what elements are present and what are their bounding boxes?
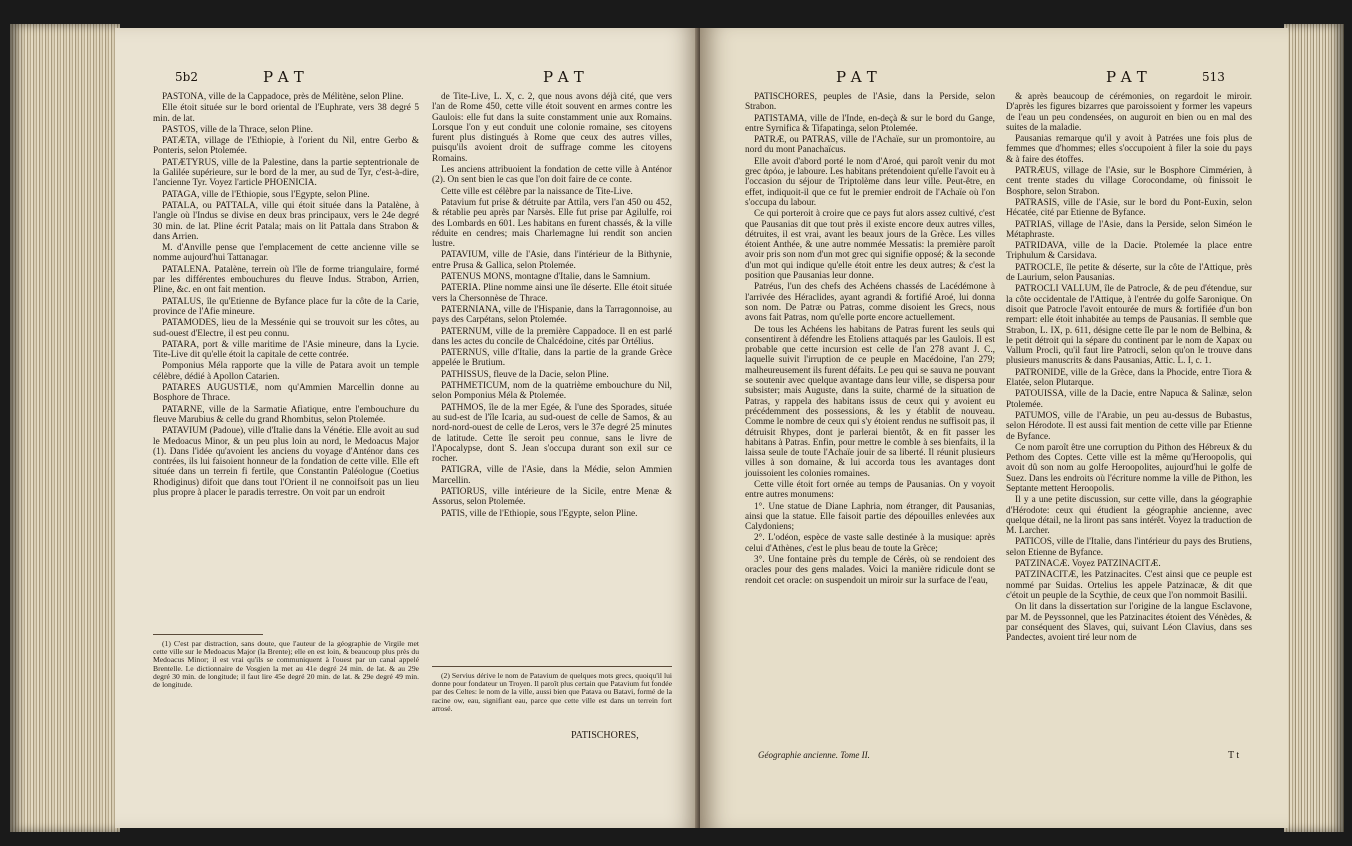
dictionary-entry: PATZINACÆ. Voyez PATZINACITÆ.	[1015, 559, 1161, 570]
dictionary-entry: PATHMOS, île de la mer Egée, & l'une des Sporades, située au sud-est de l'île Icaria, au sud-ouest de celle de Samos, & au nord-nord-ouest de celle de Leros, vers le 37e degré 25 minutes de latitude. Cette île seroit peu connue, sans le livre de l'Apocalypse, dont S. Jean s'occupa durant son exil sur ce rocher.	[432, 402, 672, 465]
dictionary-entry: 2°. L'odéon, espèce de vaste salle destinée à la musique: après celui d'Athènes, c'est le plus beau de toute la Grèce;	[745, 533, 995, 554]
dictionary-entry: Pomponius Méla rapporte que la ville de Patara avoit un temple célèbre, dédié à Apollon Catarien.	[153, 361, 419, 382]
page-edges-right	[1284, 24, 1344, 832]
running-head: PAT	[263, 68, 310, 86]
dictionary-entry: 1°. Une statue de Diane Laphria, nom étranger, dit Pausanias, ainsi que la statue. Elle faisoit partie des dépouilles enlevées aux Calydoniens;	[745, 501, 995, 533]
text-column	[745, 92, 995, 587]
running-head: PAT	[836, 68, 883, 86]
dictionary-entry: & après beaucoup de cérémonies, on regardoit le miroir. D'après les figures bizarres que paroissoient y former les vapeurs de l'eau un peu condensées, on auguroit en bien ou en mal des suites de la maladie.	[1006, 92, 1252, 133]
dictionary-entry: PASTOS, ville de la Thrace, selon Pline.	[162, 124, 313, 135]
page-number: 5b2	[175, 70, 198, 84]
entries	[432, 92, 672, 519]
dictionary-entry: PATARES AUGUSTIÆ, nom qu'Ammien Marcellin donne au Bosphore de Thrace.	[153, 383, 419, 404]
entries	[745, 92, 995, 586]
page-edges-left	[10, 24, 120, 832]
dictionary-entry: Patréus, l'un des chefs des Achéens chassés de Lacédémone à l'arrivée des Héraclides, ayant agrandi & fortifié Aroé, lui donna son nom. De Patræ ou Patras, comme disoient les Grecs, nous avons fait Patras, nom qu'elle porte encore actuellement.	[745, 282, 995, 324]
dictionary-entry: Elle étoit située sur le bord oriental de l'Euphrate, vers 38 degré 5 min. de lat.	[153, 103, 419, 124]
dictionary-entry: de Tite-Live, L. X, c. 2, que nous avons déjà cité, que vers l'an de Rome 450, cette ville étoit souvent en armes contre les Gaulois: elle fut dans la suite constamment unie aux Romains. Lorsque l'on y eut conduit une colonie romaine, ses citoyens furent plus distingués à Rome que ceux des autres villes, puisqu'ils avoient droit de suffrage comme les citoyens Romains.	[432, 92, 672, 164]
dictionary-entry: PATIORUS, ville intérieure de la Sicile, entre Menæ & Assorus, selon Ptolemée.	[432, 486, 672, 508]
dictionary-entry: PATÆTYRUS, ville de la Palestine, dans la partie septentrionale de la Galilée supérieure, sur le bord de la mer, au sud de Tyr, c'est-à-dire, l'ancienne Tyr. Voyez l'article PHOENICIA.	[153, 157, 419, 189]
text-column	[153, 92, 419, 499]
dictionary-entry: Elle avoit d'abord porté le nom d'Aroé, qui paroît venir du mot grec ἀρόω, je laboure. Les habitans prétendoient qu'elle l'avoit eu à l'occasion du séjour de Triptolème dans leur ville. Peut-être, en effet, indiquoit-il que ce fut le premier endroit de l'Achaïe où l'on s'occupa du labour.	[745, 156, 995, 208]
dictionary-entry: Ce nom paroît être une corruption du Pithon des Hébreux & du Pethom des Coptes. Cette ville est la même qu'Heroopolis, qui avoit dû son nom au golfe Heroopolites, aujourd'hui le golfe de Suez. Dans les endroits où l'écriture nomme la ville de Pithon, les Septante mettent Heroopolis.	[1006, 442, 1252, 494]
dictionary-entry: Patavium fut prise & détruite par Attila, vers l'an 450 ou 452, & rétablie peu après par Narsès. Elle fut prise par Agilulfe, roi des Lombards en 601. Les habitans en furent chassés, & la ville réduite en cendres; mais Charlemagne lui rendit son ancien lustre.	[432, 197, 672, 250]
footnote-rule	[432, 666, 672, 667]
signature-mark: T t	[1228, 750, 1240, 761]
running-head: PAT	[543, 68, 590, 86]
dictionary-entry: PATISTAMA, ville de l'Inde, en-deçà & sur le bord du Gange, entre Syrnifica & Tifapatinga, selon Ptolemée.	[745, 113, 995, 134]
dictionary-entry: PATERIA. Pline nomme ainsi une île déserte. Elle étoit située vers la Chersonnèse de Thrace.	[432, 283, 672, 304]
dictionary-entry: Il y a une petite discussion, sur cette ville, dans la géographie d'Hérodote: ceux qui étudient la géographie ancienne, avec quelque détail, ne la liront pas sans intérêt. Voyez la traduction de M. Larcher.	[1006, 495, 1252, 537]
dictionary-entry: PATIS, ville de l'Ethiopie, sous l'Egypte, selon Pline.	[441, 508, 638, 519]
text-column	[432, 92, 672, 520]
dictionary-entry: PATARA, port & ville maritime de l'Asie mineure, dans la Lycie. Tite-Live dit qu'elle étoit la capitale de cette contrée.	[153, 339, 419, 361]
dictionary-entry: PATAVIUM, ville de l'Asie, dans l'intérieur de la Bithynie, entre Prusa & Gallica, selon Ptolemée.	[432, 250, 672, 271]
volume-footer: Géographie ancienne. Tome II.	[758, 750, 870, 760]
dictionary-entry: PATALA, ou PATTALA, ville qui étoit située dans la Patalène, à l'angle où l'Indus se divise en deux bras principaux, vers le 24e degré 30 min. de lat. Pline écrit Patala; mais on lit Pattala dans Strabon & dans Arrien.	[153, 200, 419, 242]
dictionary-entry: PATERNUM, ville de la première Cappadoce. Il en est parlé dans les actes du concile de Chalcédoine, cités par Ortélius.	[432, 326, 672, 347]
dictionary-entry: PATAMODES, lieu de la Messénie qui se trouvoit sur les côtes, au sud-ouest d'Electre, il est peu connu.	[153, 318, 419, 339]
dictionary-entry: Ce qui porteroit à croire que ce pays fut alors assez cultivé, c'est que Pausanias dit que tout près il existe encore deux autres villes, détruites, il est vrai, avant les beaux jours de la Grèce. Les villes étoient Anthée, & une autre nommée Messatis: la première paroît avoir pris son nom d'un mot grec qui signifie opposé; & la seconde d'un mot qui indique qu'elle étoit entre les deux autres; & c'est la position que Pausanias leur donne.	[745, 209, 995, 282]
dictionary-entry: PATERNIANA, ville de l'Hispanie, dans la Tarragonnoise, au pays des Carpétans, selon Ptolemée.	[432, 304, 672, 326]
catchword: PATISCHORES,	[571, 730, 639, 741]
dictionary-entry: PATROCLI VALLUM, île de Patrocle, & de peu d'étendue, sur la côte occidentale de l'Attique, à l'entrée du golfe Saronique. On disoit que Patrocle l'avoit entourée de murs & fortifiée d'un bon rempart: elle étoit inhabitée au temps de Pausanias. Il semble que Strabon, L. IX, p. 611, désigne cette île par le nom de Belbina, & le petit détroit qui la sépare du continent par le nom de Xapax ou Vallum Procli, qu'il faut lire Patrocli, selon qu'on le trouve dans plusieurs manuscrits & dans Pausanias, Attic. L. I, c. 1.	[1006, 284, 1252, 367]
dictionary-entry: PATRASIS, ville de l'Asie, sur le bord du Pont-Euxin, selon Hécatée, cité par Etienne de Byfance.	[1006, 197, 1252, 219]
dictionary-entry: PATAVIUM (Padoue), ville d'Italie dans la Vénétie. Elle avoit au sud le Medoacus Minor, & un peu plus loin au nord, le Medoacus Major (1). Dans l'idée qu'avoient les anciens du voyage d'Anténor dans ces contrées, ils lui faisoient honneur de la fondation de cette ville. Elle eft située dans un terrein fi fertile, que Constantin Paléologue (Coetius Rhodiginus) difoit que dans tout l'Orient il ne connoifsoit pas un lieu plus propre à placer le paradis terrestre. On voit par un endroit	[153, 426, 419, 498]
dictionary-entry: PATICOS, ville de l'Italie, dans l'intérieur du pays des Brutiens, selon Etienne de Byfance.	[1006, 537, 1252, 558]
dictionary-entry: Les anciens attribuoient la fondation de cette ville à Anténor (2). On sent bien le cas que l'on doit faire de ce conte.	[432, 165, 672, 186]
dictionary-entry: PATRÆUS, village de l'Asie, sur le Bosphore Cimmérien, à cent trente stades du village Corocondame, où finissoit le Bosphore, selon Strabon.	[1006, 166, 1252, 197]
page-number: 513	[1202, 70, 1225, 84]
right-page	[700, 28, 1288, 828]
dictionary-entry: PATRONIDE, ville de la Grèce, dans la Phocide, entre Tiora & Elatée, selon Plutarque.	[1006, 367, 1252, 389]
entries	[1006, 92, 1252, 643]
footnote	[432, 672, 672, 714]
open-book	[10, 18, 1344, 836]
dictionary-entry: M. d'Anville pense que l'emplacement de cette ancienne ville se nomme aujourd'hui Tattanagar.	[153, 243, 419, 264]
dictionary-entry: Cette ville étoit fort ornée au temps de Pausanias. On y voyoit entre autres monumens:	[745, 479, 995, 501]
dictionary-entry: De tous les Achéens les habitans de Patras furent les seuls qui consentirent à défendre les Etoliens attaqués par les Gaulois. Il est probable que cette incursion est celle de l'an 278 avant J. C., laquelle suivit l'irruption de ce peuple en Macédoine, l'an 279; malheureusement ils furent défaits. Le peu qui se sauva ne pouvant se soutenir avec quelque avantage dans leur ville, se dispersa pour subsister; mais Auguste, dans la suite, charmé de la situation de Patras, y rappela des habitans issus de ceux qui y avoient eu précédemment des possessions, & les y établit de nouveau. Comme le nombre de ceux qui s'y étoient rendus ne suffisoit pas, il détruisit Rhypes, dont je parlerai bientôt, & en fit passer les habitans à Patras. Enfin, pour mettre le comble à ses bienfaits, il la laissa seule de toute l'Achaïe jouir de sa liberté. Il réunit plusieurs villes à son domaine, & lui accorda tous les avantages dont jouissoient les colonies romaines.	[745, 324, 995, 479]
dictionary-entry: PATHMETICUM, nom de la quatrième embouchure du Nil, selon Pomponius Méla & Ptolemée.	[432, 381, 672, 402]
dictionary-entry: PATENUS MONS, montagne d'Italie, dans le Samnium.	[441, 272, 651, 283]
dictionary-entry: PATISCHORES, peuples de l'Asie, dans la Perside, selon Strabon.	[745, 92, 995, 113]
dictionary-entry: PATHISSUS, fleuve de la Dacie, selon Pline.	[441, 369, 609, 380]
dictionary-entry: PATALENA. Patalène, terrein où l'île de forme triangulaire, formé par les différentes embouchures du fleuve Indus. Strabon, Arrien, Pline, &c. en ont fait mention.	[153, 264, 419, 296]
entries	[153, 92, 419, 498]
dictionary-entry: PATALUS, île qu'Etienne de Byfance place fur la côte de la Carie, province de l'Afie mineure.	[153, 296, 419, 317]
dictionary-entry: PATÆTA, village de l'Ethiopie, à l'orient du Nil, entre Gerbo & Ponteris, selon Ptolemée.	[153, 136, 419, 157]
dictionary-entry: PATRÆ, ou PATRAS, ville de l'Achaïe, sur un promontoire, au nord du mont Panachaïcus.	[745, 135, 995, 156]
dictionary-entry: Pausanias remarque qu'il y avoit à Patrées une fois plus de femmes que d'hommes; elles s'occupoient à filer la soie du pays & à faire des étoffes.	[1006, 134, 1252, 165]
footnote-rule	[153, 634, 263, 635]
dictionary-entry: PATIGRA, ville de l'Asie, dans la Médie, selon Ammien Marcellin.	[432, 465, 672, 486]
footnote-text: (2) Servius dérive le nom de Patavium de quelques mots grecs, quoiqu'il lui donne pour fondateur un Troyen. Il paroît plus certain que Patavium fut fondée par des Celtes: le nom de la ville, aussi bien que Patava ou Batavi, formé de la racine ow, eau, signifiant eau, parce que cette ville est dans un terrein fort arrosé.	[432, 671, 672, 713]
dictionary-entry: PATZINACITÆ, les Patzinacites. C'est ainsi que ce peuple est nommé par Suidas. Ortelius les appele Patzinacæ, & dit que c'étoit un peuple de la Scythie, de ceux que l'on nommoit Basilii.	[1006, 570, 1252, 601]
dictionary-entry: PASTONA, ville de la Cappadoce, près de Mélitène, selon Pline.	[162, 92, 404, 102]
dictionary-entry: PATRIAS, village de l'Asie, dans la Perside, selon Siméon le Métaphraste.	[1006, 219, 1252, 240]
dictionary-entry: PATRIDAVA, ville de la Dacie. Ptolemée la place entre Triphulum & Carsidava.	[1006, 241, 1252, 262]
text-column	[1006, 92, 1252, 644]
dictionary-entry: On lit dans la dissertation sur l'origine de la langue Esclavone, par M. de Peyssonnel, que les Patzinacites étoient des Vénèdes, & par conséquent des Slaves, qui, suivant Léon Clavius, dans ses Pandectes, avoient tiré leur nom de	[1006, 602, 1252, 644]
dictionary-entry: Cette ville est célèbre par la naissance de Tite-Live.	[441, 186, 633, 197]
dictionary-entry: PATAGA, ville de l'Ethiopie, sous l'Egypte, selon Pline.	[162, 189, 370, 200]
dictionary-entry: 3°. Une fontaine près du temple de Cérès, où se rendoient des oracles pour des gens malades. Voici la manière ridicule dont se rendoit cet oracle: on suspendoit un miroir sur la surface de l'eau,	[745, 555, 995, 586]
footnote	[153, 640, 419, 690]
dictionary-entry: PATARNE, ville de la Sarmatie Afiatique, entre l'embouchure du fleuve Marubius & celle du grand Rhombitus, selon Ptolemée.	[153, 404, 419, 425]
dictionary-entry: PATERNUS, ville d'Italie, dans la partie de la grande Grèce appelée le Brutium.	[432, 348, 672, 369]
dictionary-entry: PATROCLE, île petite & déserte, sur la côte de l'Attique, près de Laurium, selon Pausanias.	[1006, 262, 1252, 284]
left-page	[115, 28, 700, 828]
footnote-text: (1) C'est par distraction, sans doute, que l'auteur de la géographie de Virgile met cette ville sur le Medoacus Major (la Brente); elle en est loin, & beaucoup plus près du Medoacus Minor; il est vrai qu'ils se communiquent à l'ouest par un canal appelé Brentelle. Le dictionnaire de Vosgien la met au 41e degré 24 min. de lat. & au 29e degré 30 min. de longitude; il faut lire 45e degré 20 min. de lat. & 29e degré 49 min. de longitude.	[153, 639, 419, 690]
running-head: PAT	[1106, 68, 1153, 86]
dictionary-entry: PATOUISSA, ville de la Dacie, entre Napuca & Salinæ, selon Ptolemée.	[1006, 389, 1252, 410]
dictionary-entry: PATUMOS, ville de l'Arabie, un peu au-dessus de Bubastus, selon Hérodote. Il est aussi fait mention de cette ville par Etienne de Byfance.	[1006, 410, 1252, 442]
